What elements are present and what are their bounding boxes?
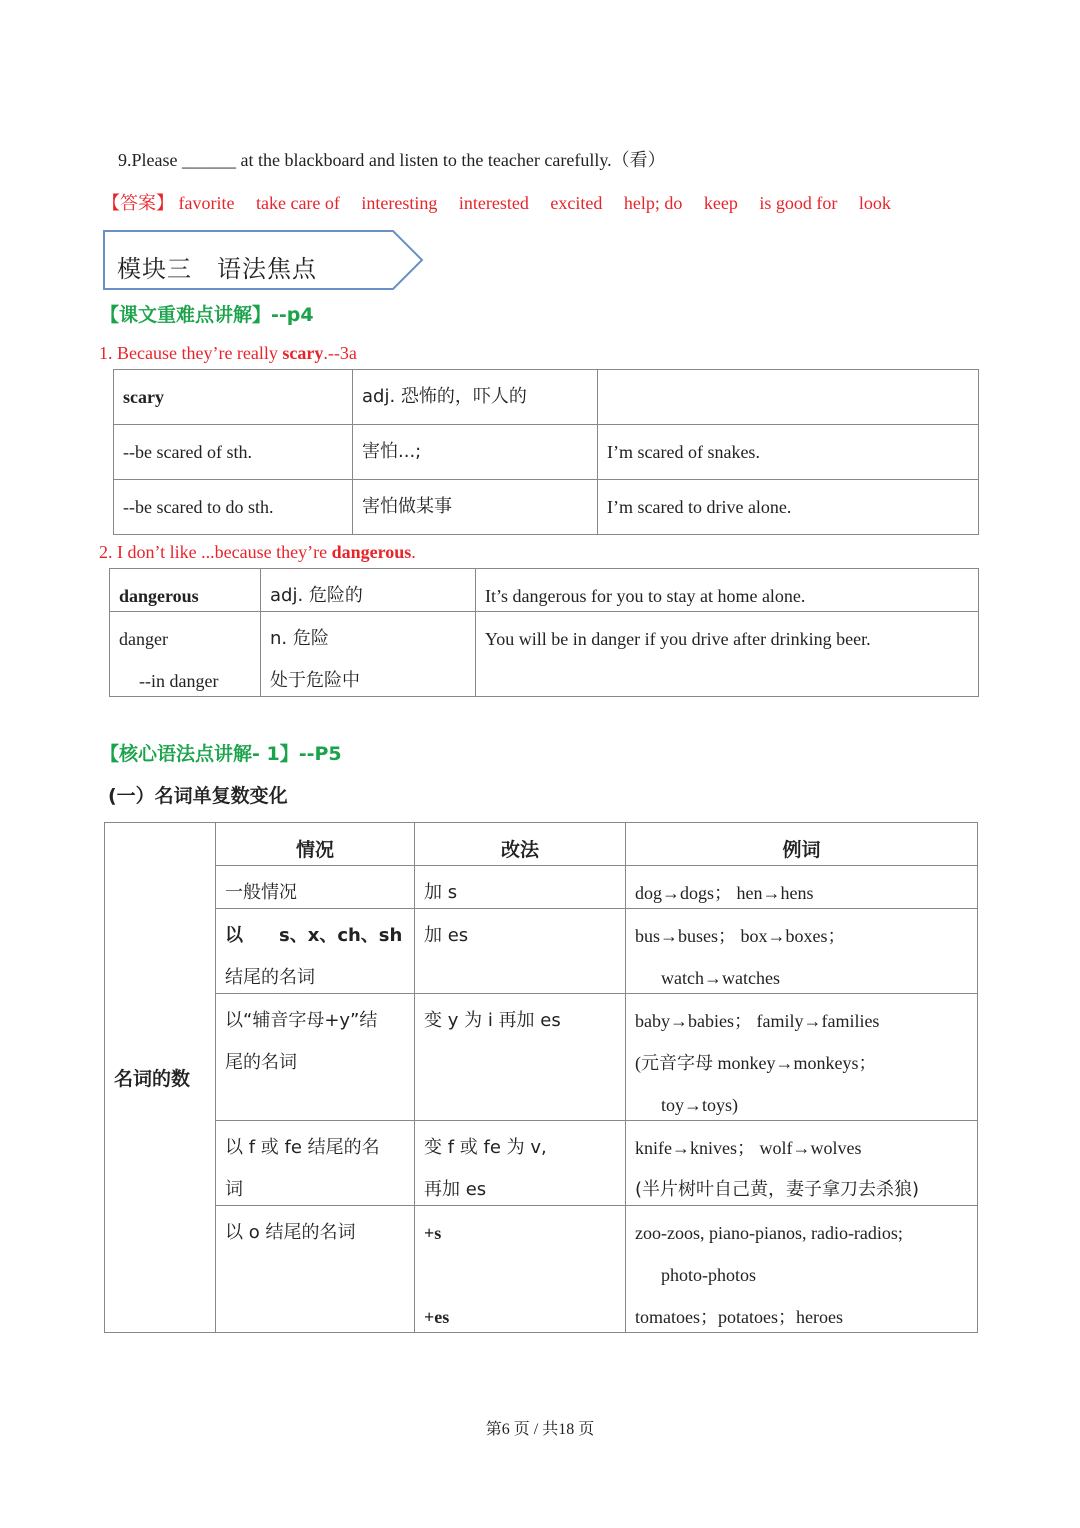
- point-2-suffix: .: [411, 542, 416, 562]
- cell-text: 变 f 或 fe 为 v,: [424, 1137, 547, 1158]
- table-row: [105, 909, 978, 994]
- cell: 害怕做某事: [353, 480, 598, 535]
- table-row: [110, 612, 979, 697]
- rule-cell: [415, 1206, 626, 1333]
- cell-text: 尾的名词: [225, 1052, 297, 1073]
- cell-text: 以 s、x、ch、sh: [225, 925, 403, 946]
- cell-text: 变 y 为 i 再加 es: [424, 1010, 561, 1031]
- answer-item: interesting: [361, 193, 438, 213]
- table-row: [114, 370, 979, 425]
- point-1-suffix: .--3a: [323, 343, 357, 363]
- case-cell: [216, 909, 415, 994]
- subsection-title: (一）名词单复数变化: [108, 785, 288, 807]
- example-cell: [626, 909, 978, 994]
- cell: [598, 370, 979, 425]
- table-row: [105, 1206, 978, 1333]
- table-scary: [113, 369, 979, 535]
- cell: [110, 569, 261, 612]
- cell: [261, 612, 476, 697]
- cell-text: You will be in danger if you drive after drinking beer.: [485, 629, 871, 649]
- cell-text: danger: [119, 629, 168, 649]
- cell-text: adj. 危险的: [270, 585, 363, 606]
- cell-text: n. 危险: [270, 628, 329, 649]
- case-cell: [216, 1206, 415, 1333]
- cell-text: 以“辅音字母+y”结: [225, 1010, 378, 1031]
- example-cell: [626, 1121, 978, 1206]
- answer-item: look: [858, 193, 891, 213]
- point-1-keyword: scary: [282, 343, 324, 363]
- cell-text: [424, 1248, 616, 1290]
- cell: [114, 370, 353, 425]
- cell-text: 词: [225, 1179, 243, 1200]
- rule-cell: [415, 1121, 626, 1206]
- module-title: 模块三 语法焦点: [117, 255, 317, 283]
- cell-text: 加 s: [424, 882, 458, 903]
- table-noun-plurals: [104, 822, 978, 1333]
- case-cell: [216, 866, 415, 909]
- table-row: [114, 425, 979, 480]
- cell-text: --in danger: [139, 671, 219, 691]
- table-row: [110, 569, 979, 612]
- cell: --be scared to do sth.: [114, 480, 353, 535]
- header-text: 例词: [782, 839, 821, 861]
- answer-label: 【答案】: [102, 193, 174, 213]
- cell-text: tomatoes；potatoes；heroes: [635, 1307, 843, 1327]
- keyword: scary: [123, 387, 164, 407]
- cell-text: 以 o 结尾的名词: [225, 1222, 356, 1243]
- cell-text: It’s dangerous for you to stay at home alone.: [485, 586, 806, 606]
- cell: [261, 569, 476, 612]
- point-1-text: 1. Because they’re really: [99, 343, 283, 363]
- table-dangerous: [109, 568, 979, 697]
- cell: I’m scared to drive alone.: [598, 480, 979, 535]
- cell-text: zoo-zoos, piano-pianos, radio-radios;: [635, 1223, 903, 1243]
- cell-text: 结尾的名词: [225, 967, 315, 988]
- case-cell: [216, 994, 415, 1121]
- answer-line: [102, 189, 908, 215]
- answer-item: take care of: [255, 193, 340, 213]
- cell: --be scared of sth.: [114, 425, 353, 480]
- cell-text: +s: [424, 1223, 442, 1243]
- rule-cell: [415, 909, 626, 994]
- side-label: 名词的数: [105, 823, 216, 1333]
- answer-item: interested: [458, 193, 529, 213]
- cell-text: baby→babies； family→families: [635, 1011, 880, 1031]
- question-9: 9.Please ______ at the blackboard and listen to the teacher carefully.（看）: [118, 150, 666, 170]
- cell-text: knife→knives； wolf→wolves: [635, 1138, 862, 1158]
- cell-text: +es: [424, 1307, 450, 1327]
- case-cell: [216, 1121, 415, 1206]
- answer-item: keep: [703, 193, 738, 213]
- cell: [476, 569, 979, 612]
- header-text: 改法: [500, 839, 539, 861]
- point-2: [99, 542, 416, 563]
- cell-text: (元音字母 monkey→monkeys；: [635, 1053, 877, 1073]
- rule-cell: [415, 866, 626, 909]
- point-2-text: 2. I don’t like ...because they’re: [99, 542, 332, 562]
- page-footer: 第6 页 / 共18 页: [485, 1421, 595, 1438]
- cell-text: 以 f 或 fe 结尾的名: [225, 1137, 380, 1158]
- table-header-row: [105, 823, 978, 866]
- rule-cell: [415, 994, 626, 1121]
- cell: I’m scared of snakes.: [598, 425, 979, 480]
- cell-text: (半片树叶自己黄，妻子拿刀去杀狼): [635, 1179, 920, 1200]
- header-cell: [626, 823, 978, 866]
- keyword: dangerous: [119, 586, 199, 606]
- cell-text: dog→dogs； hen→hens: [635, 883, 814, 903]
- cell: adj. 恐怖的，吓人的: [353, 370, 598, 425]
- section-title-key-points: 【课文重难点讲解】--p4: [100, 304, 314, 326]
- answer-item: excited: [550, 193, 603, 213]
- cell-text: 一般情况: [225, 882, 297, 903]
- answer-item: favorite: [178, 193, 235, 213]
- cell-text: 加 es: [424, 925, 469, 946]
- example-cell: [626, 866, 978, 909]
- table-row: [114, 480, 979, 535]
- cell: [476, 612, 979, 697]
- header-cell: [415, 823, 626, 866]
- cell-text: bus→buses； box→boxes；: [635, 926, 846, 946]
- header-text: 情况: [295, 839, 334, 861]
- answer-item: is good for: [759, 193, 838, 213]
- answer-item: help; do: [623, 193, 683, 213]
- cell: [110, 612, 261, 697]
- header-cell: [216, 823, 415, 866]
- example-cell: [626, 994, 978, 1121]
- cell-text: toy→toys): [661, 1095, 739, 1115]
- table-row: [105, 866, 978, 909]
- example-cell: [626, 1206, 978, 1333]
- module-heading-box: [103, 229, 423, 291]
- cell-text: 再加 es: [424, 1179, 487, 1200]
- cell: 害怕...;: [353, 425, 598, 480]
- point-1: [99, 343, 357, 364]
- table-row: [105, 1121, 978, 1206]
- cell-text: watch→watches: [661, 968, 780, 988]
- cell-text: photo-photos: [661, 1265, 757, 1285]
- point-2-keyword: dangerous: [331, 542, 412, 562]
- cell-text: 处于危险中: [270, 670, 360, 691]
- table-row: [105, 994, 978, 1121]
- section-title-core-grammar: 【核心语法点讲解- 1】--P5: [100, 743, 342, 765]
